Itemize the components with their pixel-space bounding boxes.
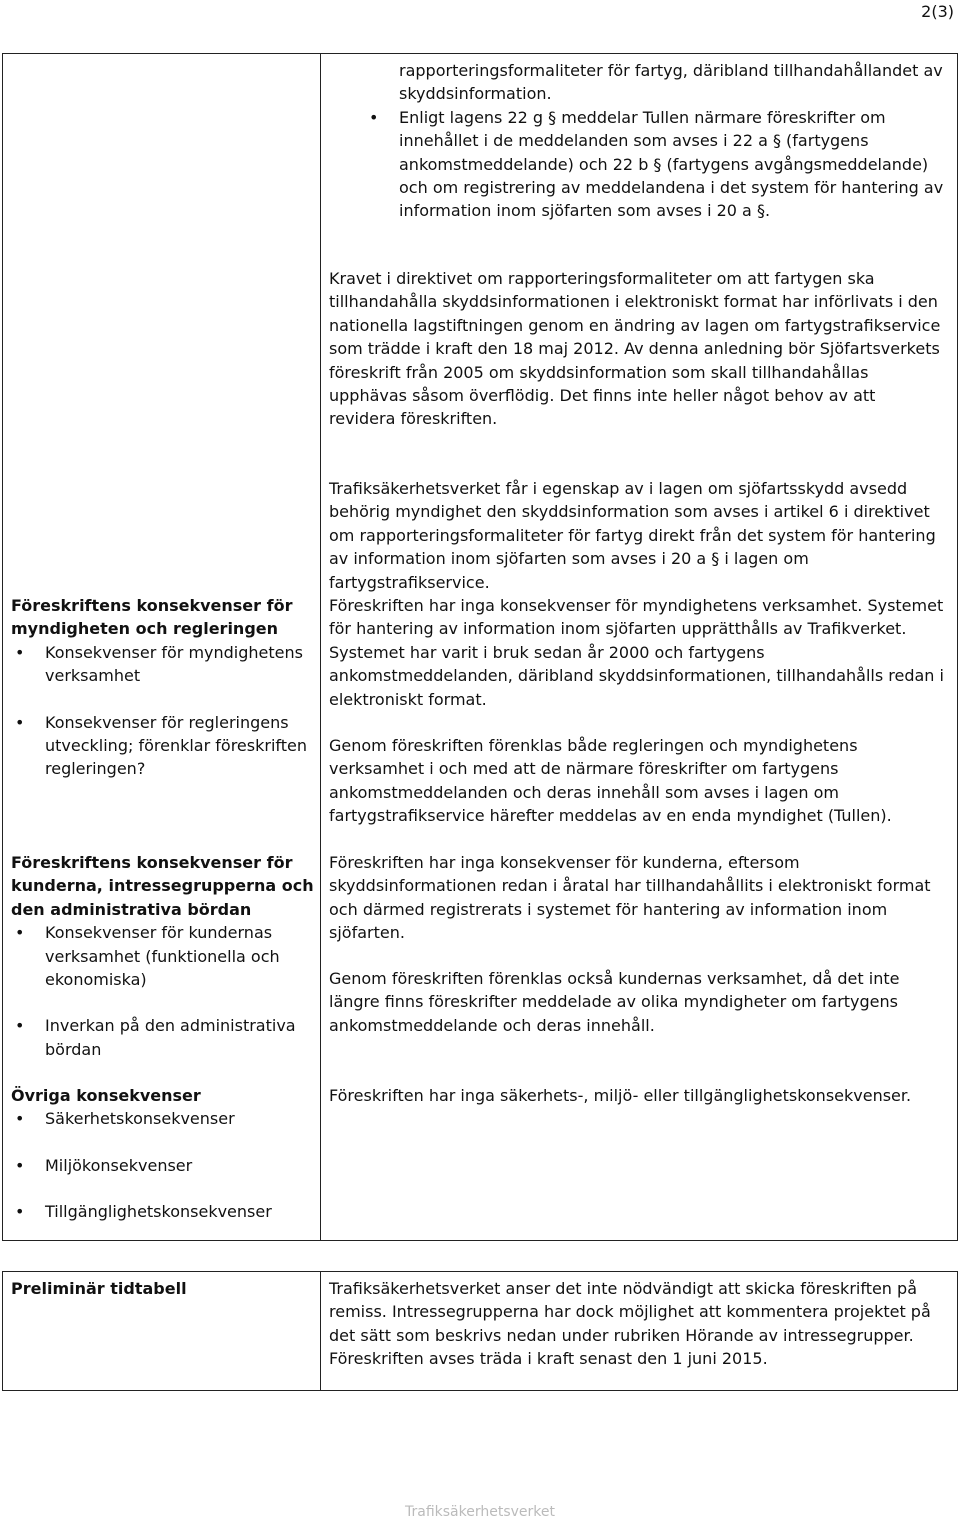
paragraph-competent-authority: Trafiksäkerhetsverket får i egenskap av i lagen om sjöfartsskydd avsedd behörig myndighet den skyddsinformation som avses i artikel 6 i direktivet om rapporteringsformaliteter för fartyg direkt från det system för hantering av information inom sjöfarten som avses i 20 a § i lagen om fartygstrafikservice.: [329, 479, 936, 592]
column-divider: [320, 54, 321, 1240]
right-top-continuation: rapporteringsformaliteter för fartyg, däribland tillhandahållandet av skyddsinformation.: [399, 61, 943, 104]
page-number: 2(3): [921, 2, 954, 21]
schedule-table: [2, 1271, 958, 1391]
paragraph-regulation-simplified: Genom föreskriften förenklas både regleringen och myndighetens verksamhet i och med att de närmare föreskrifter om fartygens ankomstmeddelanden och deras innehåll som avses i lagen om fartygstrafikservice härefter meddelas av en enda myndighet (Tullen).: [329, 736, 892, 826]
item-administrative-burden: • Inverkan på den administrativa bördan: [11, 1014, 317, 1061]
item-accessibility: • Tillgänglighetskonsekvenser: [11, 1200, 317, 1223]
schedule-label: Preliminär tidtabell: [11, 1279, 187, 1298]
right-top-bullet: • Enligt lagens 22 g § meddelar Tullen närmare föreskrifter om innehållet i de meddelanden som avses i 22 a § (fartygens ankomstmeddelande) och 22 b § (fartygens avgångsmeddelande) och om registrering av meddelandena i det system för hantering av information inom sjöfarten som avses i 20 a §.: [365, 106, 945, 223]
heading-customer-consequences: Föreskriftens konsekvenser för kunderna, intressegrupperna och den administrativa bördan: [11, 853, 314, 919]
paragraph-customer-simplified: Genom föreskriften förenklas också kundernas verksamhet, då det inte längre finns föreskrifter meddelade av olika myndigheter om fartygens ankomstmeddelande och deras innehåll.: [329, 969, 900, 1035]
paragraph-authority-consequences: Föreskriften har inga konsekvenser för myndighetens verksamhet. Systemet för hantering av information inom sjöfarten upprätthålls av Trafikverket. Systemet har varit i bruk sedan år 2000 och fartygens ankomstmeddelanden, däribland skyddsinformationen, tillhandahålls redan i elektroniskt format.: [329, 596, 944, 709]
item-regulation-development: • Konsekvenser för regleringens utveckling; förenklar föreskriften regleringen?: [11, 711, 317, 781]
schedule-text: Trafiksäkerhetsverket anser det inte nödvändigt att skicka föreskriften på remiss. Intressegrupperna har dock möjlighet att kommentera projektet på det sätt som beskrivs nedan under rubriken Hörande av intressegrupper. Föreskriften avses träda i kraft senast den 1 juni 2015.: [329, 1279, 931, 1369]
paragraph-other-consequences: Föreskriften har inga säkerhets-, miljö- eller tillgänglighetskonsekvenser.: [329, 1086, 912, 1105]
item-environment: • Miljökonsekvenser: [11, 1154, 317, 1177]
right-top-text: [329, 59, 945, 223]
footer-watermark: Trafiksäkerhetsverket: [405, 1504, 555, 1520]
column-divider: [320, 1272, 321, 1390]
section-customers: [11, 851, 317, 1061]
heading-other-consequences: Övriga konsekvenser: [11, 1086, 201, 1105]
section-authority: [11, 594, 317, 781]
item-safety: • Säkerhetskonsekvenser: [11, 1107, 317, 1130]
item-authority-operations: • Konsekvenser för myndighetens verksamhet: [11, 641, 317, 688]
section-other: [11, 1084, 317, 1224]
paragraph-directive: Kravet i direktivet om rapporteringsformaliteter om att fartygen ska tillhandahålla skyddsinformationen i elektroniskt format har införlivats i den nationella lagstiftningen genom en ändring av lagen om fartygstrafikservice som trädde i kraft den 18 maj 2012. Av denna anledning bör Sjöfartsverkets föreskrift från 2005 om skyddsinformation som skall tillhandahållas upphävas såsom överflödig. Det finns inte heller något behov av att revidera föreskriften.: [329, 269, 941, 429]
heading-authority-consequences: Föreskriftens konsekvenser för myndigheten och regleringen: [11, 596, 293, 639]
paragraph-customer-consequences: Föreskriften har inga konsekvenser för kunderna, eftersom skyddsinformationen redan i åratal har tillhandahållits i elektroniskt format och därmed registrerats i systemet för hantering av information inom sjöfarten.: [329, 853, 931, 943]
item-customer-operations: • Konsekvenser för kundernas verksamhet (funktionella och ekonomiska): [11, 921, 317, 991]
consequences-table: [2, 53, 958, 1241]
